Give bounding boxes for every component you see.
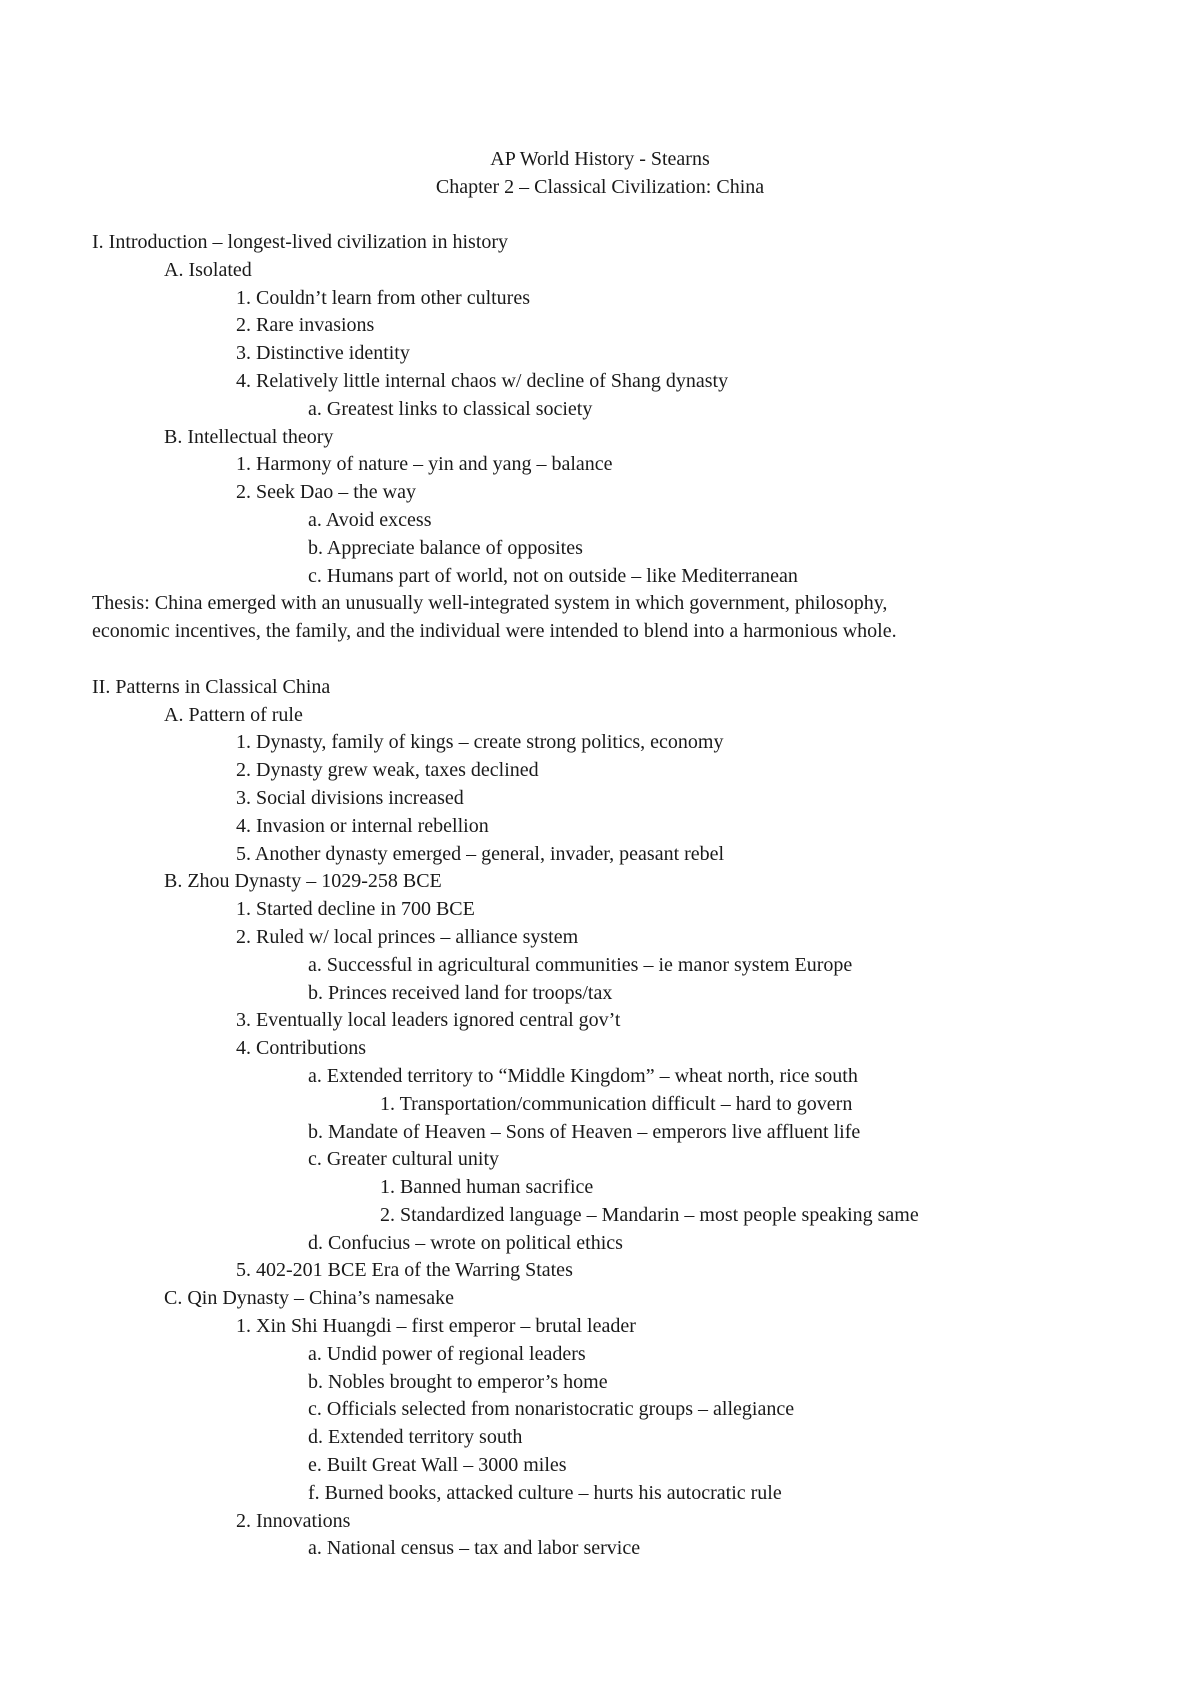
outline-line: c. Humans part of world, not on outside – like Mediterranean: [308, 564, 798, 587]
outline-line: d. Extended territory south: [308, 1426, 523, 1449]
outline-line: 5. Another dynasty emerged – general, invader, peasant rebel: [236, 842, 725, 865]
document-subtitle: Chapter 2 – Classical Civilization: China: [435, 175, 765, 198]
outline-line: a. National census – tax and labor service: [308, 1537, 641, 1560]
outline-line: a. Successful in agricultural communities – ie manor system Europe: [308, 953, 853, 976]
outline-line: 1. Xin Shi Huangdi – first emperor – brutal leader: [236, 1315, 636, 1338]
outline-line: b. Appreciate balance of opposites: [308, 536, 583, 559]
outline-line: 1. Harmony of nature – yin and yang – balance: [236, 453, 613, 476]
outline-line: 3. Eventually local leaders ignored central gov’t: [236, 1009, 621, 1032]
outline-line: economic incentives, the family, and the individual were intended to blend into a harmonious whole.: [92, 620, 897, 643]
outline-line: 2. Dynasty grew weak, taxes declined: [236, 759, 539, 782]
outline-line: 5. 402-201 BCE Era of the Warring States: [236, 1259, 573, 1282]
outline-line: 1. Transportation/communication difficult – hard to govern: [380, 1092, 853, 1115]
outline-line: a. Undid power of regional leaders: [308, 1342, 586, 1365]
outline-line: 2. Seek Dao – the way: [236, 481, 416, 504]
outline-line: C. Qin Dynasty – China’s namesake: [164, 1287, 454, 1310]
outline-body: [92, 229, 1172, 1563]
outline-line: a. Avoid excess: [308, 508, 432, 531]
outline-line: 2. Ruled w/ local princes – alliance system: [236, 925, 579, 948]
outline-line: f. Burned books, attacked culture – hurts his autocratic rule: [308, 1481, 782, 1504]
outline-line: 1. Started decline in 700 BCE: [236, 898, 475, 921]
outline-line: 3. Distinctive identity: [236, 342, 410, 365]
outline-line: B. Intellectual theory: [164, 425, 334, 448]
document-title: AP World History - Stearns: [490, 148, 710, 170]
document-header: [0, 146, 1200, 202]
outline-line: d. Confucius – wrote on political ethics: [308, 1231, 623, 1254]
outline-line: B. Zhou Dynasty – 1029-258 BCE: [164, 870, 442, 893]
outline-line: a. Greatest links to classical society: [308, 397, 593, 420]
outline-line: b. Nobles brought to emperor’s home: [308, 1370, 608, 1393]
outline-line: 1. Banned human sacrifice: [380, 1176, 594, 1199]
outline-line: A. Pattern of rule: [164, 703, 303, 726]
outline-line: 2. Innovations: [236, 1509, 351, 1532]
outline-line: c. Greater cultural unity: [308, 1148, 500, 1171]
outline-line: a. Extended territory to “Middle Kingdom” – wheat north, rice south: [308, 1064, 858, 1087]
outline-line: c. Officials selected from nonaristocratic groups – allegiance: [308, 1398, 795, 1421]
outline-line: 4. Relatively little internal chaos w/ decline of Shang dynasty: [236, 369, 729, 392]
outline-line: A. Isolated: [164, 258, 252, 281]
blank-line: [92, 646, 1172, 674]
outline-line: 1. Dynasty, family of kings – create strong politics, economy: [236, 731, 724, 754]
outline-line: 2. Standardized language – Mandarin – most people speaking same: [380, 1203, 919, 1226]
outline-line: 4. Contributions: [236, 1037, 367, 1060]
outline-line: I. Introduction – longest-lived civilization in history: [92, 231, 509, 253]
outline-line: II. Patterns in Classical China: [92, 675, 331, 698]
outline-line: b. Mandate of Heaven – Sons of Heaven – emperors live affluent life: [308, 1120, 861, 1143]
outline-line: e. Built Great Wall – 3000 miles: [308, 1454, 567, 1477]
outline-line: b. Princes received land for troops/tax: [308, 981, 613, 1004]
outline-line: 4. Invasion or internal rebellion: [236, 814, 489, 837]
outline-line: 3. Social divisions increased: [236, 786, 464, 809]
outline-line: 1. Couldn’t learn from other cultures: [236, 286, 531, 309]
outline-line: Thesis: China emerged with an unusually well-integrated system in which government, philosophy,: [92, 592, 888, 615]
outline-line: 2. Rare invasions: [236, 314, 375, 337]
